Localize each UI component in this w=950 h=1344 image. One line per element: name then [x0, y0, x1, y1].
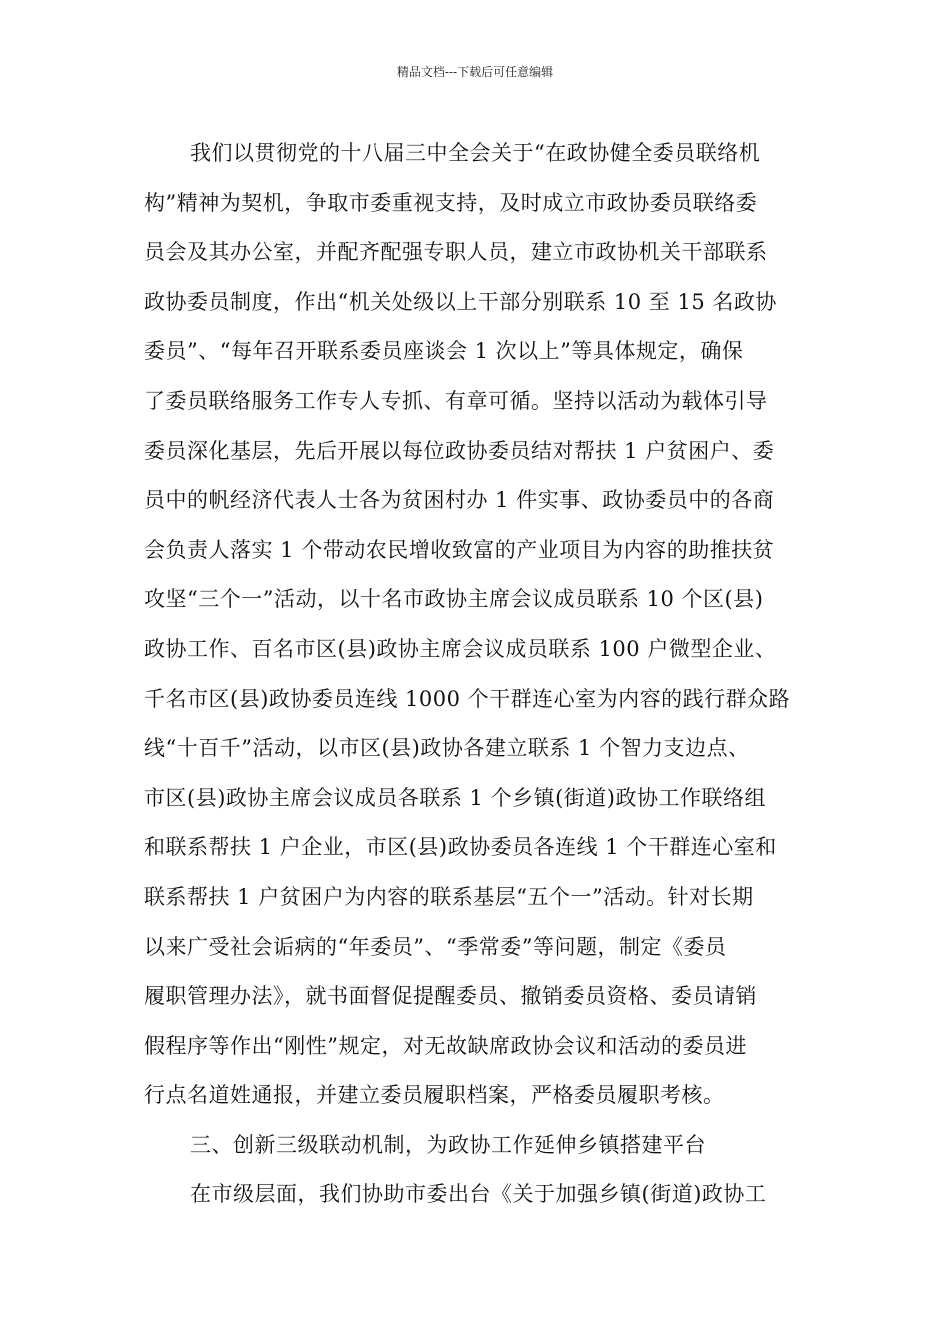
paragraph-line: 市区(县)政协主席会议成员各联系 1 个乡镇(街道)政协工作联络组 [144, 785, 766, 810]
paragraph-line: 履职管理办法》，就书面督促提醒委员、撤销委员资格、委员请销 [144, 984, 757, 1009]
paragraph-line: 我们以贯彻党的十八届三中全会关于“在政协健全委员联络机 [190, 141, 761, 165]
paragraph-line: 构”精神为契机，争取市委重视支持，及时成立市政协委员联络委 [144, 190, 758, 215]
paragraph-line: 千名市区(县)政协委员连线 1000 个干群连心室为内容的践行群众路 [144, 686, 791, 711]
paragraph-line: 政协工作、百名市区(县)政协主席会议成员联系 100 户微型企业、 [144, 636, 777, 661]
paragraph-line: 会负责人落实 1 个带动农民增收致富的产业项目为内容的助推扶贫 [144, 537, 775, 562]
paragraph-line: 了委员联络服务工作专人专抓、有章可循。坚持以活动为载体引导 [144, 388, 768, 413]
paragraph-line: 线“十百千”活动，以市区(县)政协各建立联系 1 个智力支边点、 [144, 736, 750, 761]
paragraph-line: 和联系帮扶 1 户企业，市区(县)政协委员各连线 1 个干群连心室和 [144, 835, 777, 860]
paragraph-line: 委员”、“每年召开联系委员座谈会 1 次以上”等具体规定，确保 [144, 339, 744, 364]
paragraph-line: 员中的帆经济代表人士各为贫困村办 1 件实事、政协委员中的各商 [144, 488, 775, 513]
paragraph-line: 政协委员制度，作出“机关处级以上干部分别联系 10 至 15 名政协 [144, 289, 777, 314]
paragraph-line: 在市级层面，我们协助市委出台《关于加强乡镇(街道)政协工 [190, 1182, 767, 1207]
section-heading: 三、创新三级联动机制，为政协工作延伸乡镇搭建平台 [190, 1132, 706, 1157]
document-body [144, 129, 812, 1220]
paragraph-line: 行点名道姓通报，并建立委员履职档案，严格委员履职考核。 [144, 1083, 725, 1108]
paragraph-line: 联系帮扶 1 户贫困户为内容的联系基层“五个一”活动。针对长期 [144, 884, 754, 909]
paragraph-line: 攻坚“三个一”活动，以十名市政协主席会议成员联系 10 个区(县) [144, 587, 764, 612]
paragraph-line: 假程序等作出“刚性”规定，对无故缺席政协会议和活动的委员进 [144, 1033, 747, 1058]
paragraph-line: 以来广受社会诟病的“年委员”、“季常委”等问题，制定《委员 [144, 934, 727, 959]
page-header: 精品文档---下载后可任意编辑 [396, 65, 554, 79]
paragraph-line: 委员深化基层，先后开展以每位政协委员结对帮扶 1 户贫困户、委 [144, 438, 775, 463]
paragraph-line: 员会及其办公室，并配齐配强专职人员，建立市政协机关干部联系 [144, 240, 768, 265]
